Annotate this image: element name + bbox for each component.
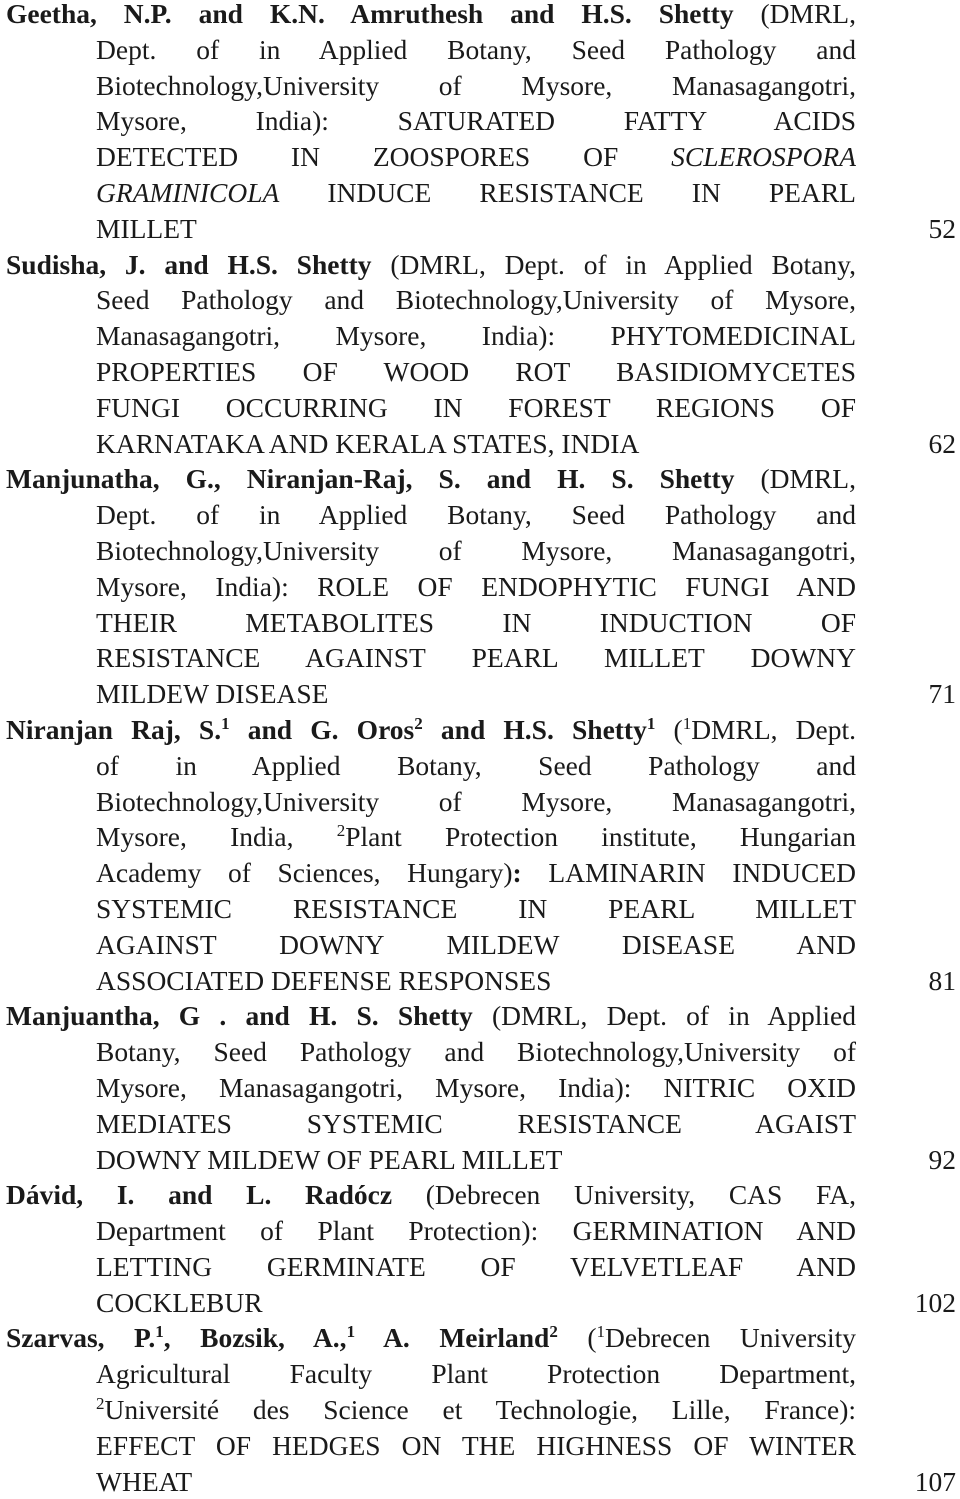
entry-title-line <box>0 354 856 390</box>
entry-text: Mysore, India, <box>96 821 337 853</box>
entry-text: Botany, Seed Pathology and Biotechnology,University of <box>96 1036 856 1068</box>
entry-title-line <box>0 497 856 533</box>
entry-title-line <box>0 533 856 569</box>
author-names: Szarvas, P. <box>6 1322 156 1354</box>
entry-title-line <box>0 748 856 784</box>
entry-text: EFFECT OF HEDGES ON THE HIGHNESS OF WINTER <box>96 1429 856 1461</box>
entry-title-line <box>0 32 856 68</box>
entry-text: Manasagangotri, Mysore, India): PHYTOMEDICINAL <box>96 320 856 352</box>
toc-entry <box>0 247 960 462</box>
entry-title-line <box>0 1034 856 1070</box>
entry-text: Department of Plant Protection): GERMINATION AND <box>96 1215 856 1247</box>
entry-text: Agricultural Faculty Plant Protection Department, <box>96 1358 856 1390</box>
entry-text: LAMINARIN INDUCED <box>521 857 856 889</box>
entry-title-line <box>0 784 856 820</box>
entry-author-line <box>0 461 856 497</box>
entry-text: FUNGI OCCURRING IN FOREST REGIONS OF <box>96 391 856 423</box>
entry-text: Mysore, Manasagangotri, Mysore, India): NITRIC OXID <box>96 1071 856 1103</box>
toc-entry <box>0 998 960 1177</box>
entry-text: ASSOCIATED DEFENSE RESPONSES <box>96 964 552 996</box>
superscript-marker: 1 <box>346 1322 356 1342</box>
author-names: Dávid, I. and L. Radócz <box>6 1179 393 1211</box>
superscript-marker: 1 <box>646 713 656 733</box>
superscript-marker: 1 <box>221 713 230 733</box>
entry-title-line <box>0 175 856 211</box>
superscript-marker: 2 <box>414 713 423 733</box>
entry-author-line <box>0 247 856 283</box>
superscript-marker: 1 <box>155 1322 164 1342</box>
entry-text: Biotechnology,University of Mysore, Manasagangotri, <box>96 785 856 817</box>
entry-text: THEIR METABOLITES IN INDUCTION OF <box>96 606 856 638</box>
entry-text: Dept. of in Applied Botany, Seed Pathology and <box>96 499 856 531</box>
entry-text: Seed Pathology and Biotechnology,University of Mysore, <box>96 284 856 316</box>
entry-title-line <box>0 640 856 676</box>
entry-title-line <box>0 1464 960 1499</box>
entry-author-line <box>0 0 856 32</box>
entry-title-line <box>0 211 960 247</box>
italic-species-name: SCLEROSPORA <box>671 141 856 173</box>
page-number: 52 <box>928 212 956 244</box>
superscript-marker: 2 <box>96 1394 105 1414</box>
entry-title-line <box>0 1249 856 1285</box>
entry-title-line <box>0 103 856 139</box>
entry-text: DETECTED IN ZOOSPORES OF <box>96 141 672 173</box>
author-names: A. Meirland <box>355 1322 550 1354</box>
entry-title-line <box>0 569 856 605</box>
page-number: 92 <box>928 1143 956 1175</box>
page-number: 81 <box>928 964 956 996</box>
entry-title-line <box>0 1142 960 1178</box>
entry-text: AGAINST DOWNY MILDEW DISEASE AND <box>96 928 856 960</box>
superscript-marker: 1 <box>682 713 692 733</box>
entry-text: PROPERTIES OF WOOD ROT BASIDIOMYCETES <box>96 355 856 387</box>
toc-entry <box>0 0 960 247</box>
entry-title-line <box>0 1213 856 1249</box>
entry-text: KARNATAKA AND KERALA STATES, INDIA <box>96 427 640 459</box>
entry-text: MILDEW DISEASE <box>96 678 329 710</box>
entry-text: Biotechnology,University of Mysore, Manasagangotri, <box>96 534 856 566</box>
page-number: 71 <box>928 678 956 710</box>
entry-text: (DMRL, Dept. of in Applied Botany, <box>371 248 856 280</box>
superscript-marker <box>549 1322 558 1341</box>
entry-title-line <box>0 139 856 175</box>
entry-title-line <box>0 1070 856 1106</box>
entry-text: MILLET <box>96 212 197 244</box>
entry-text: Debrecen University <box>605 1322 856 1354</box>
entry-author-line <box>0 998 856 1034</box>
entry-title-line <box>0 1428 856 1464</box>
entry-text: Academy of Sciences, Hungary) <box>96 857 513 889</box>
entry-title-line <box>0 891 856 927</box>
entry-title-line <box>0 68 856 104</box>
entry-title-line <box>0 1392 856 1428</box>
toc-entry <box>0 1320 960 1499</box>
entry-author-line <box>0 712 856 748</box>
entry-text: Université des Science et Technologie, Lille, France): <box>104 1394 856 1426</box>
entry-text: Biotechnology,University of Mysore, Manasagangotri, <box>96 69 856 101</box>
entry-title-line <box>0 1356 856 1392</box>
author-names: , Bozsik, A., <box>163 1322 347 1354</box>
entry-text: DMRL, Dept. <box>691 713 856 745</box>
entry-text: (DMRL, <box>734 463 856 495</box>
entry-author-line <box>0 1320 856 1356</box>
author-names: Geetha, N.P. and K.N. Amruthesh and H.S. Shetty <box>6 0 734 29</box>
entry-text: Mysore, India): SATURATED FATTY ACIDS <box>96 105 856 137</box>
author-names: and G. Oros <box>229 713 415 745</box>
entry-text: DOWNY MILDEW OF PEARL MILLET <box>96 1143 563 1175</box>
page-number: 62 <box>928 427 956 459</box>
entry-title-line <box>0 855 856 891</box>
entry-title-line <box>0 282 856 318</box>
superscript-marker <box>414 714 423 733</box>
entry-text: (Debrecen University, CAS FA, <box>392 1179 856 1211</box>
superscript-marker <box>155 1322 164 1341</box>
entry-title-line <box>0 927 856 963</box>
superscript-marker <box>347 1322 356 1341</box>
entry-text: Mysore, India): ROLE OF ENDOPHYTIC FUNGI AND <box>96 570 856 602</box>
author-names: Niranjan Raj, S. <box>6 713 222 745</box>
entry-text: SYSTEMIC RESISTANCE IN PEARL MILLET <box>96 892 856 924</box>
entry-text: COCKLEBUR <box>96 1286 263 1318</box>
entry-text: Plant Protection institute, Hungarian <box>345 821 856 853</box>
entry-text: (DMRL, Dept. of in Applied <box>472 1000 856 1032</box>
entry-text: Dept. of in Applied Botany, Seed Pathology and <box>96 33 856 65</box>
superscript-marker <box>221 714 230 733</box>
entry-title-line <box>0 426 960 462</box>
author-names: and H.S. Shetty <box>422 713 647 745</box>
entry-title-line <box>0 1106 856 1142</box>
author-names: Manjunatha, G., Niranjan-Raj, S. and H. S. Shetty <box>6 463 735 495</box>
entry-title-line <box>0 605 856 641</box>
author-names: : <box>512 857 522 889</box>
toc-entry <box>0 1177 960 1320</box>
author-names: Manjuantha, G . and H. S. Shetty <box>6 1000 473 1032</box>
entry-author-line <box>0 1177 856 1213</box>
entry-title-line <box>0 963 960 999</box>
entry-text: of in Applied Botany, Seed Pathology and <box>96 749 856 781</box>
superscript-marker: 1 <box>596 1322 606 1342</box>
entry-text: RESISTANCE AGAINST PEARL MILLET DOWNY <box>96 642 856 674</box>
entry-text: ( <box>557 1322 597 1354</box>
superscript-marker: 2 <box>549 1322 558 1342</box>
entry-title-line <box>0 390 856 426</box>
superscript-marker: 2 <box>336 821 346 841</box>
entry-title-line <box>0 676 960 712</box>
entry-title-line <box>0 318 856 354</box>
entry-title-line <box>0 819 856 855</box>
toc-entry <box>0 712 960 998</box>
entry-text: LETTING GERMINATE OF VELVETLEAF AND <box>96 1250 856 1282</box>
page-number: 102 <box>914 1286 956 1318</box>
author-names: Sudisha, J. and H.S. Shetty <box>6 248 372 280</box>
entry-text: WHEAT <box>96 1465 193 1497</box>
entry-text: (DMRL, <box>733 0 856 29</box>
entry-text: ( <box>655 713 683 745</box>
entry-text: MEDIATES SYSTEMIC RESISTANCE AGAIST <box>96 1107 856 1139</box>
page-number: 107 <box>914 1465 956 1497</box>
entry-title-line <box>0 1285 960 1321</box>
entry-text: INDUCE RESISTANCE IN PEARL <box>279 176 856 208</box>
toc-entry <box>0 461 960 712</box>
italic-species-name: GRAMINICOLA <box>96 176 280 208</box>
